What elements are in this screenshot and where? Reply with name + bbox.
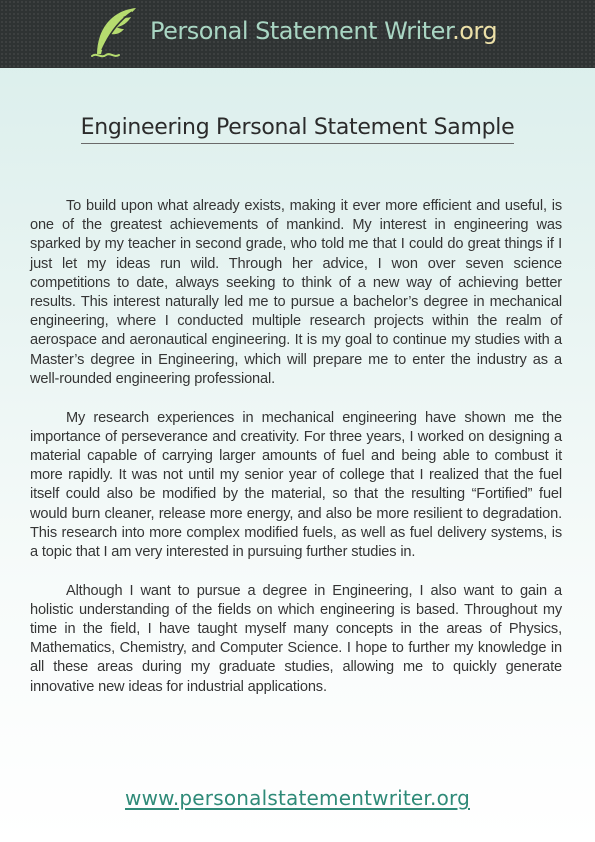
brand-logo-text[interactable] xyxy=(150,17,497,45)
site-header xyxy=(0,0,595,68)
brand-tld: .org xyxy=(452,17,498,45)
paragraph-2: My research experiences in mechanical engineering have shown me the importance of perseverance and creativity. For three years, I worked on designing a material capable of carrying larger amounts of fuel and being able to combust it more rapidly. It was not until my senior year of college that I realized that the fuel itself could also be modified by the material, so that the resulting “Fortified” fuel would burn cleaner, release more energy, and also be more resilient to degradation. This research into more complex modified fuels, as well as fuel delivery systems, is a topic that I am very interested in pursuing further studies in. xyxy=(30,409,562,560)
quill-pen-icon xyxy=(88,6,140,62)
page-title: Engineering Personal Statement Sample xyxy=(81,114,515,144)
paragraph-3: Although I want to pursue a degree in Engineering, I also want to gain a holistic understanding of the fields on which engineering is based. Throughout my time in the field, I have taught myself many concepts in the areas of Physics, Mathematics, Chemistry, and Computer Science. I hope to further my knowledge in all these areas during my graduate studies, allowing me to quickly generate innovative new ideas for industrial applications. xyxy=(30,582,562,695)
brand-name: Personal Statement Writer xyxy=(150,17,453,45)
statement-body xyxy=(30,197,562,716)
footer-website-link[interactable]: www.personalstatementwriter.org xyxy=(125,786,470,810)
paragraph-1: To build upon what already exists, making it ever more efficient and useful, is one of the greatest achievements of mankind. My interest in engineering was sparked by my teacher in second grade, who told me that I could do great things if I just let my ideas run wild. Through her advice, I won over seven science competitions to date, always seeking to think of a new way of achieving better results. This interest naturally led me to pursue a bachelor’s degree in mechanical engineering, where I conducted multiple research projects within the realm of aerospace and aeronautical engineering. It is my goal to continue my studies with a Master’s degree in Engineering, which will prepare me to enter the industry as a well-rounded engineering professional. xyxy=(30,198,562,387)
